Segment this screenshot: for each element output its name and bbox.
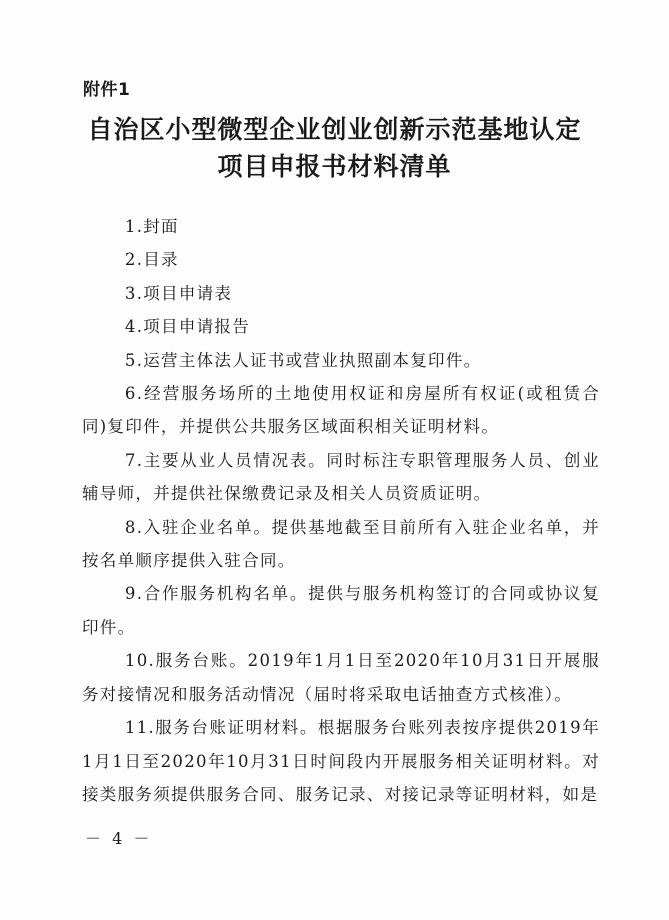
- list-item: 10.服务台账。2019年1月1日至2020年10月31日开展服务对接情况和服务活动情况（届时将采取电话抽查方式核准）。: [82, 651, 600, 704]
- attachment-label: 附件1: [83, 80, 131, 100]
- list-item: 4.项目申请报告: [124, 317, 251, 337]
- materials-list: [82, 210, 600, 811]
- list-item: 11.服务台账证明材料。根据服务台账列表按序提供2019年1月1日至2020年10月31日时间段内开展服务相关证明材料。对接类服务须提供服务合同、服务记录、对接记录等证明材料，如是: [82, 718, 600, 804]
- list-item: 6.经营服务场所的土地使用权证和房屋所有权证(或租赁合同)复印件，并提供公共服务区域面积相关证明材料。: [82, 384, 600, 437]
- page-number: － 4 －: [85, 829, 153, 848]
- list-item: 3.项目申请表: [124, 283, 233, 303]
- list-item: 8.入驻企业名单。提供基地截至目前所有入驻企业名单，并按名单顺序提供入驻合同。: [82, 517, 600, 571]
- document-title-line-2: 项目申报书材料清单: [217, 152, 452, 181]
- document-title-line-1: 自治区小型微型企业创业创新示范基地认定: [87, 115, 582, 144]
- list-item: 7.主要从业人员情况表。同时标注专职管理服务人员、创业辅导师，并提供社保缴费记录及相关人员资质证明。: [82, 450, 600, 504]
- list-item: 1.封面: [124, 217, 179, 236]
- list-item: 2.目录: [124, 250, 179, 270]
- list-item: 5.运营主体法人证书或营业执照副本复印件。: [124, 350, 482, 370]
- list-item: 9.合作服务机构名单。提供与服务机构签订的合同或协议复印件。: [82, 584, 600, 637]
